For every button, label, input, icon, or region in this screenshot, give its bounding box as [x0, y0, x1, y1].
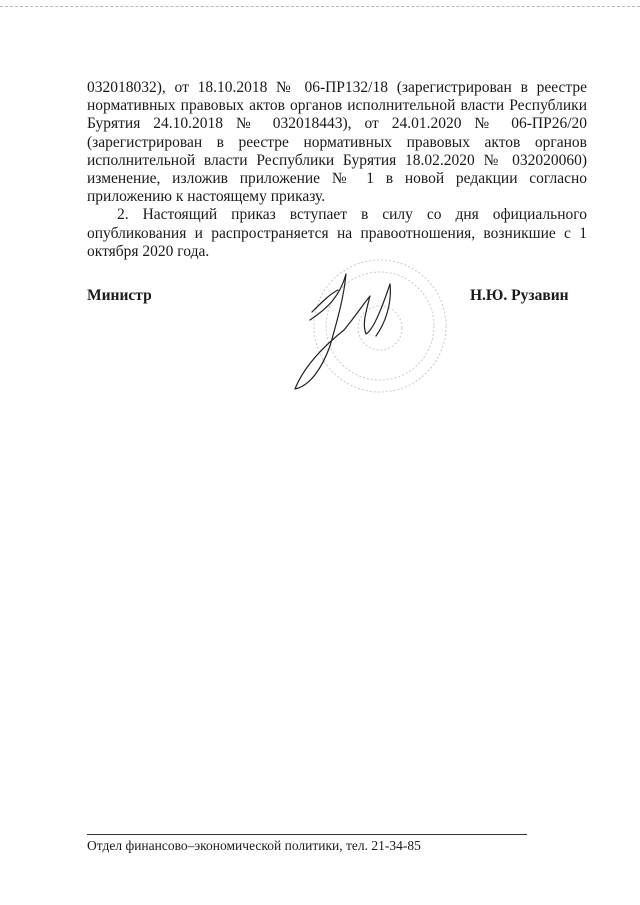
- paragraph-continuation: 032018032), от 18.10.2018 № 06-ПР132/18 (зарегистрирован в реестре нормативных правовых актов органов исполнительной власти Республики Бурятия 24.10.2018 № 032018443), от 24.01.2020 № 06-ПР26/20 (зарегистрирован в реестре нормативных правовых актов органов исполнительной власти Республики Бурятия 18.02.2020 № 032020060) изменение, изложив приложение № 1 в новой редакции согласно приложению к настоящему приказу.: [87, 79, 587, 206]
- paragraph-item-2: 2. Настоящий приказ вступает в силу со дня официального опубликования и распространяется на правоотношения, возникшие с 1 октября 2020 года.: [87, 206, 587, 260]
- top-scan-edge: [0, 6, 640, 7]
- document-body: [87, 79, 587, 261]
- footer-divider: [87, 834, 527, 835]
- handwritten-signature: [295, 274, 390, 389]
- faint-seal: [314, 260, 446, 392]
- signature-stamp: [292, 246, 452, 406]
- signatory-title: Министр: [87, 287, 152, 304]
- signatory-name: Н.Ю. Рузавин: [470, 287, 569, 304]
- footer-contact: Отдел финансово–экономической политики, тел. 21-34-85: [87, 838, 421, 853]
